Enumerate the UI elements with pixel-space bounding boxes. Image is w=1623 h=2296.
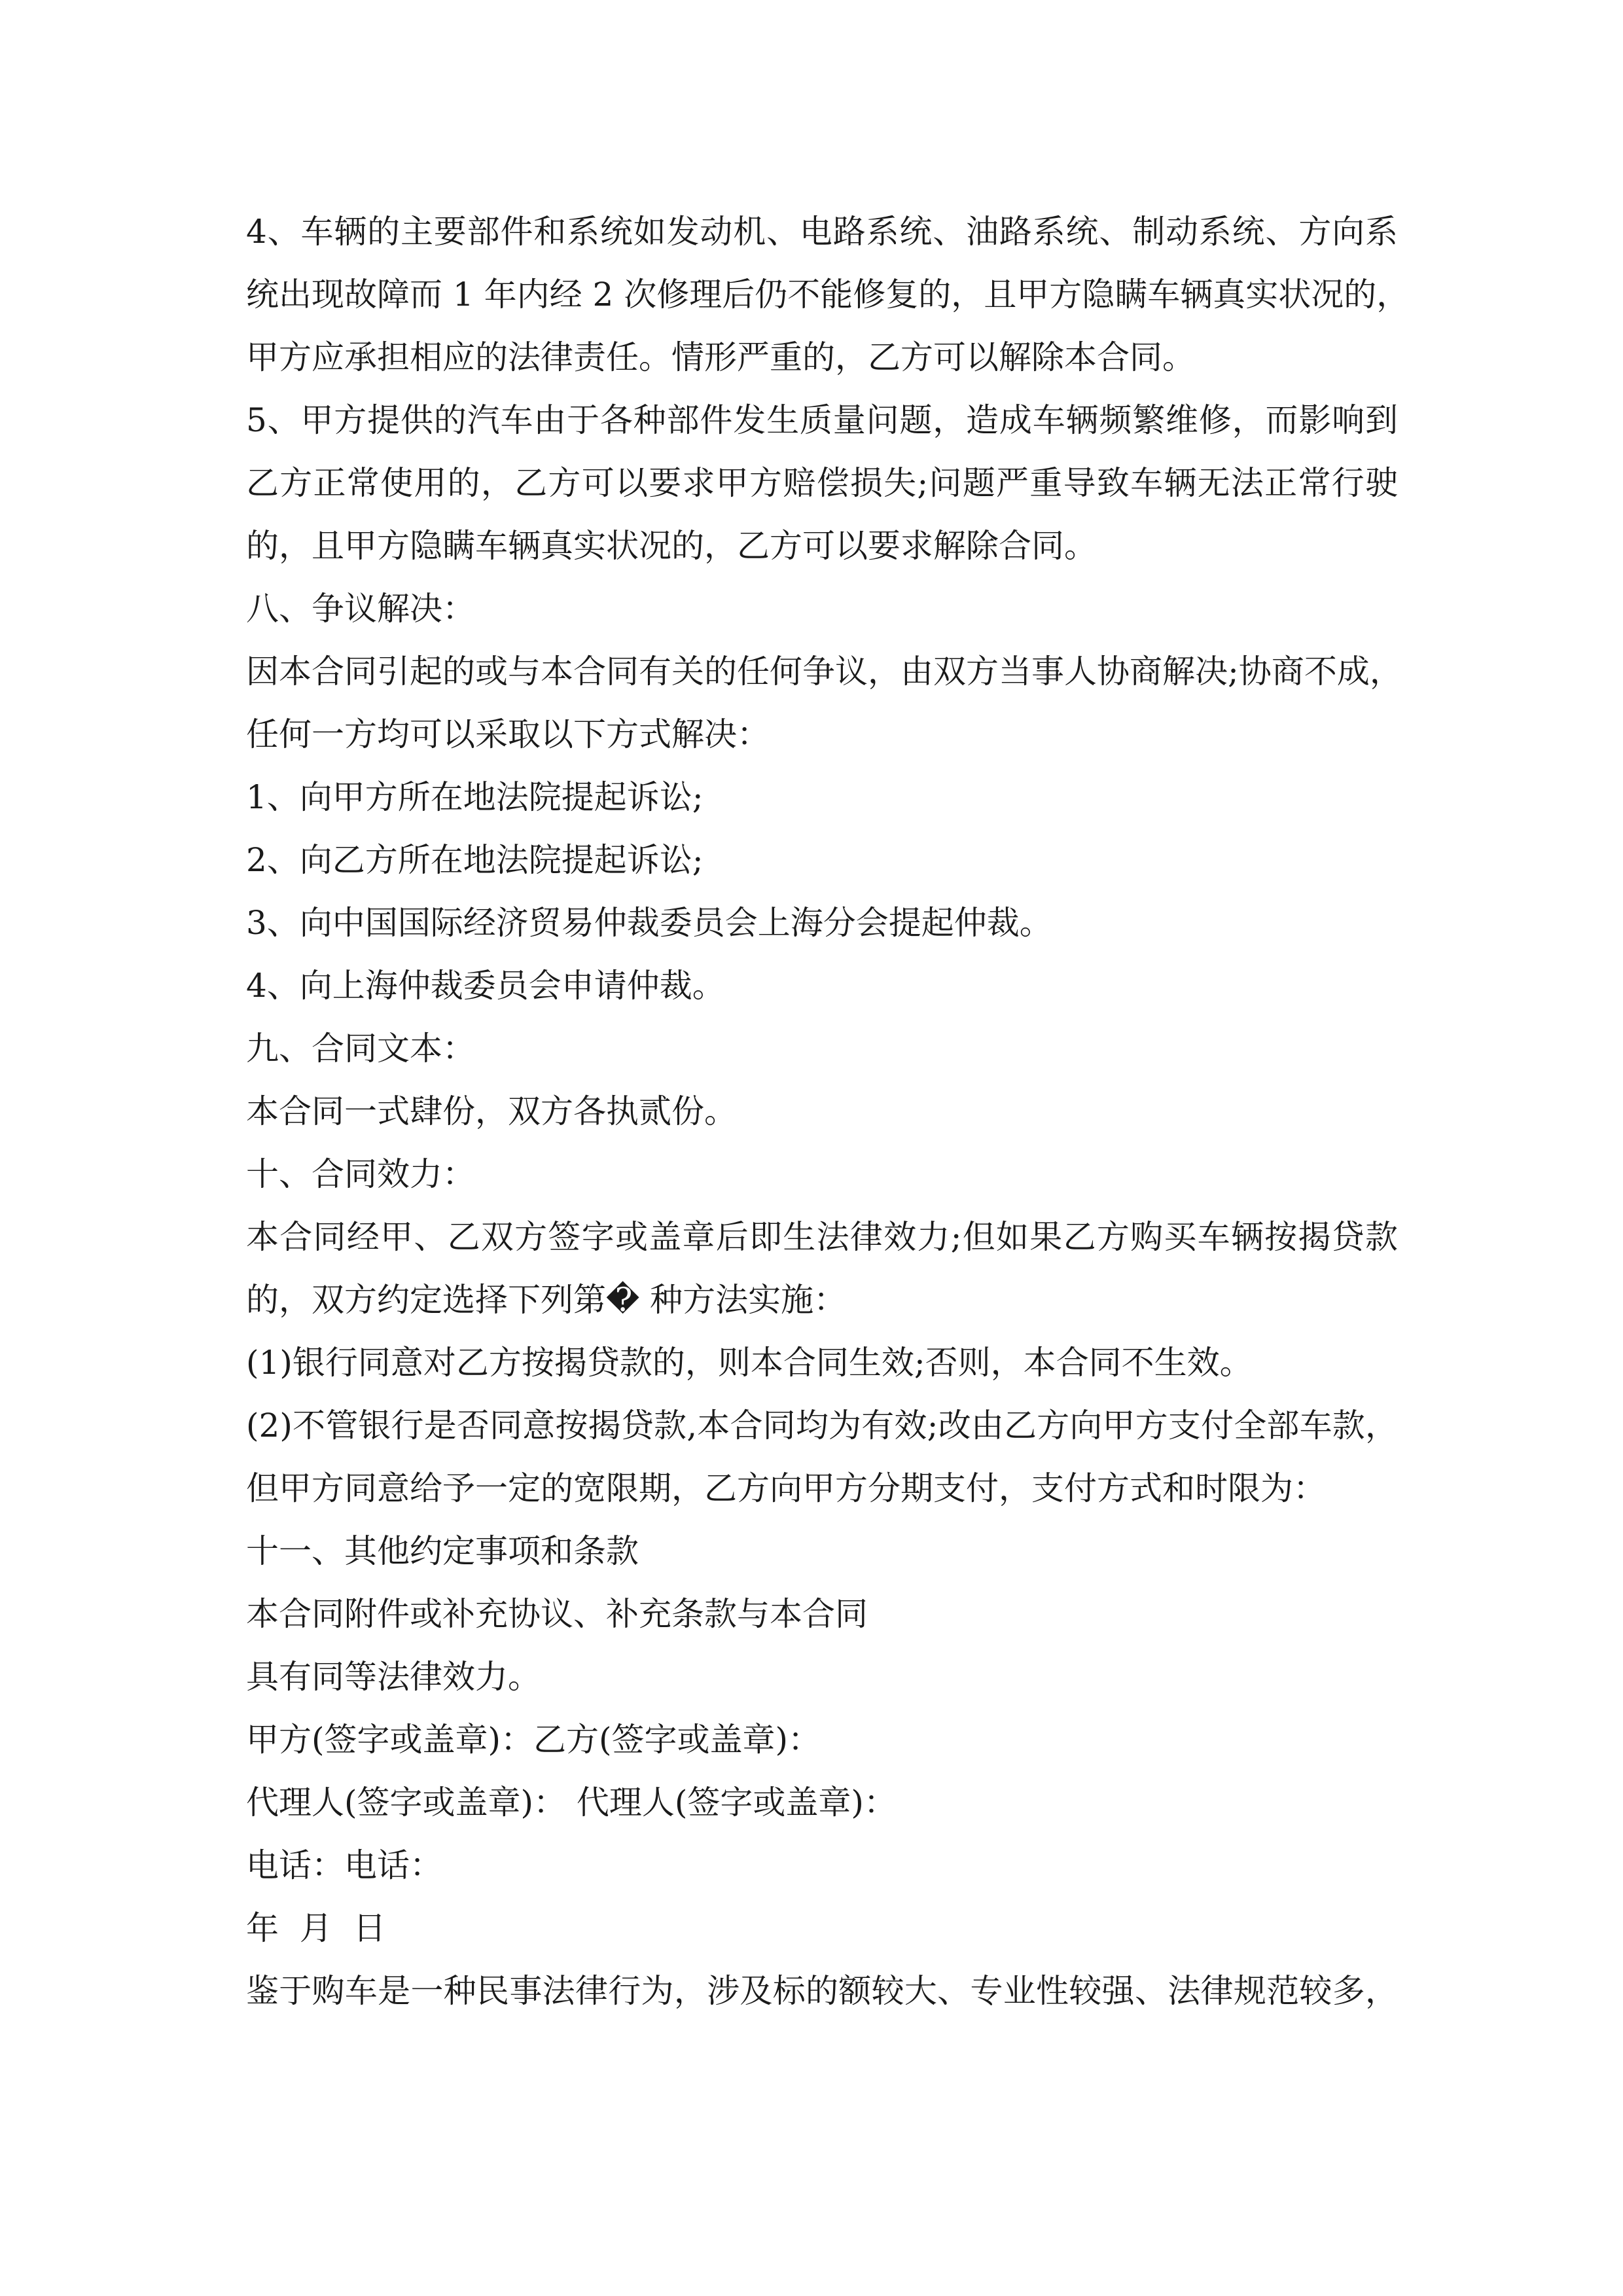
list-item: (1)银行同意对乙方按揭贷款的，则本合同生效;否则，本合同不生效。 <box>246 1344 1253 1382</box>
text-line: 本合同附件或补充协议、补充条款与本合同 <box>246 1595 868 1633</box>
text-line: 本合同经甲、乙双方签字或盖章后即生法律效力;但如果乙方购买车辆按揭贷款 <box>246 1218 1398 1256</box>
list-item: 2、向乙方所在地法院提起诉讼; <box>246 841 704 879</box>
phone-line: 电话：电话： <box>246 1846 442 1884</box>
text-line: 本合同一式肆份，双方各执贰份。 <box>246 1092 737 1130</box>
date-line: 年 月 日 <box>246 1909 386 1947</box>
list-item: 4、向上海仲裁委员会申请仲裁。 <box>246 967 725 1005</box>
text-line: 甲方应承担相应的法律责任。情形严重的，乙方可以解除本合同。 <box>246 338 1195 376</box>
signature-line: 代理人(签字或盖章)： 代理人(签字或盖章)： <box>246 1784 897 1821</box>
list-item: 1、向甲方所在地法院提起诉讼; <box>246 778 704 816</box>
section-heading: 八、争议解决： <box>246 590 475 628</box>
text-line: 4、车辆的主要部件和系统如发动机、电路系统、油路系统、制动系统、方向系 <box>246 213 1398 251</box>
signature-line: 甲方(签字或盖章)：乙方(签字或盖章)： <box>246 1721 821 1759</box>
text-line: 的，且甲方隐瞒车辆真实状况的，乙方可以要求解除合同。 <box>246 527 1097 565</box>
text-line: 鉴于购车是一种民事法律行为，涉及标的额较大、专业性较强、法律规范较多， <box>246 1972 1398 2010</box>
section-heading: 十一、其他约定事项和条款 <box>246 1532 639 1570</box>
text-line: 因本合同引起的或与本合同有关的任何争议，由双方当事人协商解决;协商不成， <box>246 653 1402 691</box>
section-heading: 十、合同效力： <box>246 1155 475 1193</box>
text-line: 具有同等法律效力。 <box>246 1658 541 1696</box>
section-heading: 九、合同文本： <box>246 1030 475 1067</box>
text-line: 5、甲方提供的汽车由于各种部件发生质量问题，造成车辆频繁维修，而影响到 <box>246 401 1398 439</box>
text-line: 统出现故障而 1 年内经 2 次修理后仍不能修复的，且甲方隐瞒车辆真实状况的， <box>246 276 1410 314</box>
text-line: 乙方正常使用的，乙方可以要求甲方赔偿损失;问题严重导致车辆无法正常行驶 <box>246 464 1398 502</box>
document-body <box>246 200 1410 2022</box>
text-line: 但甲方同意给予一定的宽限期，乙方向甲方分期支付，支付方式和时限为： <box>246 1469 1326 1507</box>
text-line: 任何一方均可以采取以下方式解决： <box>246 715 770 753</box>
list-item: 3、向中国国际经济贸易仲裁委员会上海分会提起仲裁。 <box>246 904 1052 942</box>
list-item: (2)不管银行是否同意按揭贷款,本合同均为有效;改由乙方向甲方支付全部车款， <box>246 1407 1398 1444</box>
text-line: 的，双方约定选择下列第� 种方法实施： <box>246 1281 847 1319</box>
